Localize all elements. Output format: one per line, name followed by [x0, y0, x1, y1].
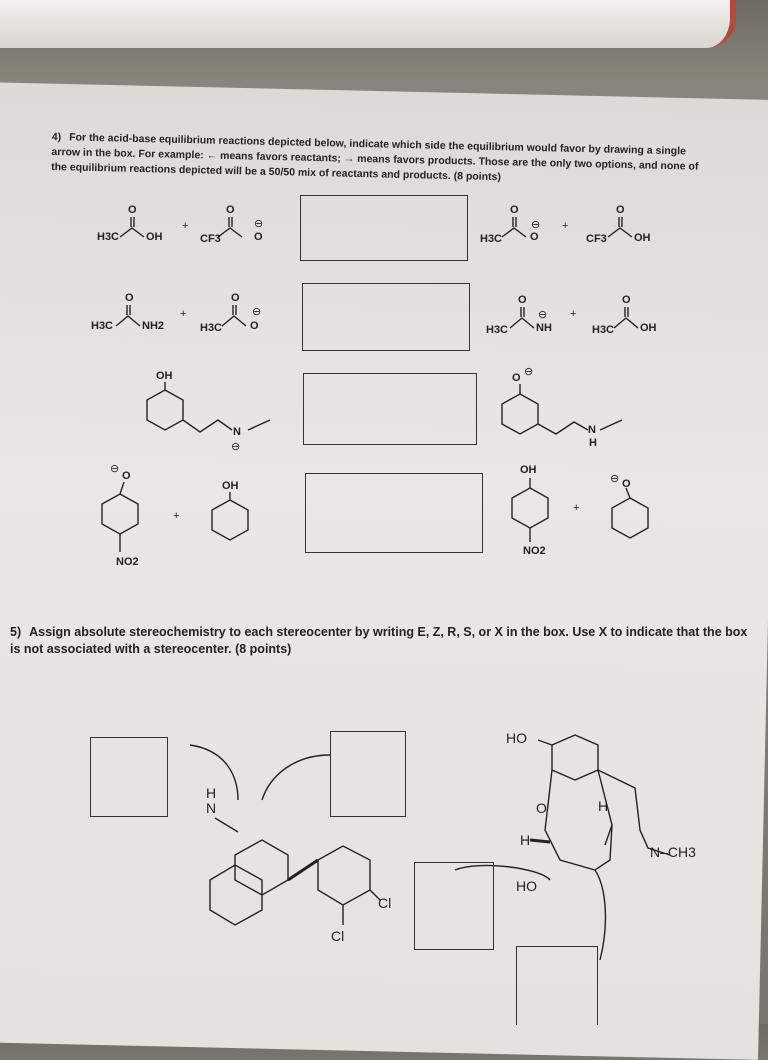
question-5-body: Assign absolute stereochemistry to each stereocenter by writing E, Z, R, S, or X in the box. Use X to indicate that the box is not associated with a stereocenter. (8 points)	[10, 625, 748, 656]
morphine-h-right: H	[598, 798, 609, 814]
r1-reactant2-left: CF3	[200, 233, 221, 245]
bond-p1-2	[608, 228, 632, 237]
plus-1a: +	[182, 220, 189, 232]
bond-r1-2	[218, 228, 242, 237]
r1-reactant2-right: O	[254, 231, 263, 243]
r2-reactant1-top: O	[125, 292, 134, 304]
stereo-box-3[interactable]	[414, 862, 494, 950]
r1-reactant1-left: H3C	[97, 231, 120, 243]
sertraline-cl-2: Cl	[331, 928, 345, 944]
sertraline-h: H	[206, 785, 217, 801]
plus-2a: +	[180, 308, 187, 320]
r3-product-charge: ⊖	[524, 366, 534, 378]
bond-r1-1	[120, 228, 144, 237]
r4-product1-oh: OH	[520, 464, 537, 476]
question-5-number: 5)	[10, 625, 22, 639]
r1-product1-top: O	[510, 204, 519, 216]
r1-product1-right: O	[530, 231, 539, 243]
sertraline-ring-b	[210, 865, 262, 925]
r4-product2-charge: ⊖	[610, 473, 620, 485]
r1-reactant1-right: OH	[146, 231, 163, 243]
r2-product2-left: H3C	[592, 324, 615, 336]
r1-product1-left: H3C	[480, 233, 503, 245]
r2-product1-right: NH	[536, 322, 552, 334]
morphine-o: O	[536, 800, 547, 816]
r2-reactant1-left: H3C	[91, 320, 114, 332]
benzene-r4-1	[102, 494, 138, 534]
plus-1b: +	[562, 220, 569, 232]
question-5-text	[10, 624, 760, 658]
r1-product2-right: OH	[634, 232, 651, 244]
benzene-p4-1	[512, 488, 548, 528]
r2-product2-right: OH	[640, 322, 657, 334]
stereo-box-2[interactable]	[330, 731, 406, 817]
r2-product1-left: H3C	[486, 324, 509, 336]
r1-reactant1-top: O	[128, 204, 137, 216]
plus-4b: +	[573, 502, 580, 514]
plus-2b: +	[570, 308, 577, 320]
r4-reactant1-charge: ⊖	[110, 463, 120, 475]
bond-r2-2	[222, 316, 246, 326]
r4-reactant1-o: O	[122, 470, 131, 482]
r3-reactant-charge: ⊖	[231, 441, 241, 453]
stereo-box-1[interactable]	[90, 737, 168, 817]
stereo-box-4[interactable]	[516, 946, 598, 1025]
r4-reactant2-oh: OH	[222, 480, 239, 492]
benzene-p4-2	[612, 498, 648, 538]
benzene-r4-2	[212, 500, 248, 540]
r2-reactant2-charge: ⊖	[252, 306, 262, 318]
benzene-p3	[502, 394, 538, 434]
bond-r2-1	[116, 316, 140, 326]
r3-product-h: H	[589, 437, 597, 449]
morphine-ho-bottom: HO	[516, 878, 537, 894]
morphine-ho-top: HO	[506, 730, 527, 746]
r2-product1-charge: ⊖	[538, 309, 548, 321]
r1-reactant2-charge: ⊖	[254, 218, 264, 230]
r3-product-n: N	[588, 424, 596, 436]
r4-product1-no2: NO2	[523, 545, 546, 557]
question-4-body: For the acid-base equilibrium reactions depicted below, indicate which side the equilibrium would favor by drawing a single arrow in the box. For example: ← means favors reactants; → means favors products. Those are the only two options, and none of the equilibrium reactions depicted will be a 50/50 mix of reactants and products. (8 points)	[51, 131, 699, 184]
r2-product2-top: O	[622, 294, 631, 306]
morphine-h-left: H	[520, 832, 531, 848]
benzene-r3	[147, 390, 183, 430]
morphine-aromatic-ring	[552, 735, 598, 780]
r4-product2-o: O	[622, 478, 631, 490]
sertraline-cl-1: Cl	[378, 895, 392, 911]
r2-reactant1-right: NH2	[142, 320, 165, 332]
r2-product1-top: O	[518, 294, 527, 306]
r1-product1-charge: ⊖	[531, 219, 541, 231]
question-4-number: 4)	[51, 130, 62, 144]
r3-product-o: O	[512, 372, 521, 384]
bond-p2-2	[614, 318, 638, 328]
sertraline-n: N	[206, 800, 217, 816]
bond-p2-1	[510, 318, 534, 328]
r2-reactant2-top: O	[231, 292, 240, 304]
r1-reactant2-top: O	[226, 204, 235, 216]
r2-reactant2-right: O	[250, 320, 259, 332]
r1-product2-left: CF3	[586, 233, 607, 245]
bond-p1-1	[502, 228, 526, 237]
r2-reactant2-left: H3C	[200, 322, 223, 334]
plus-4a: +	[173, 510, 180, 522]
r3-reactant-n: N	[233, 426, 241, 438]
r1-product2-top: O	[616, 204, 625, 216]
morphine-n-ch3: N–CH3	[650, 844, 696, 860]
sertraline-ring-c	[318, 846, 370, 905]
r3-reactant-oh: OH	[156, 370, 173, 382]
arrow-to-center	[262, 755, 330, 800]
r4-reactant1-no2: NO2	[116, 556, 139, 568]
